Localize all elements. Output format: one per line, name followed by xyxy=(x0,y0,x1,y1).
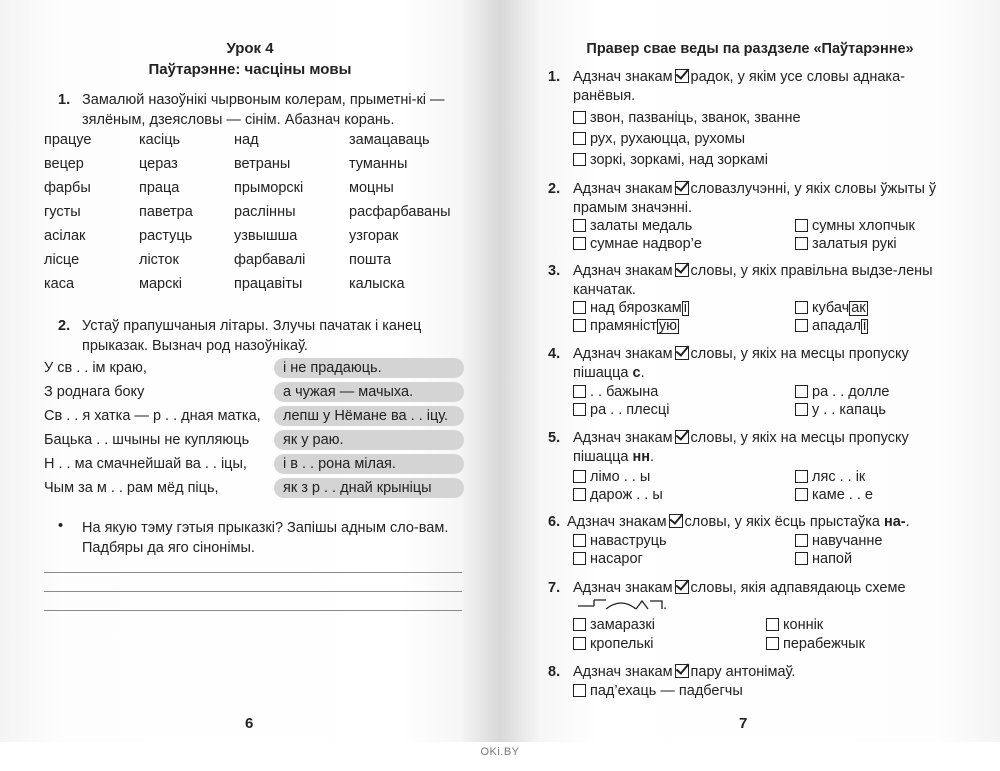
option[interactable] xyxy=(795,486,873,504)
word: ветраны xyxy=(234,156,291,172)
question-number: 5. xyxy=(548,430,561,446)
checkbox-icon[interactable] xyxy=(766,637,779,650)
word: калыска xyxy=(349,276,405,292)
checkbox-icon[interactable] xyxy=(795,552,808,565)
question-prefix: Адзнач знакам xyxy=(573,263,673,279)
word: узвышша xyxy=(234,228,298,244)
site-watermark: OKi.BY xyxy=(480,746,520,758)
option-label: напой xyxy=(812,551,853,567)
checkbox-icon[interactable] xyxy=(573,153,586,166)
checkbox-icon[interactable] xyxy=(795,488,808,501)
target-prefix: на- xyxy=(883,514,906,530)
answer-line[interactable] xyxy=(44,591,462,592)
proverb-row xyxy=(44,478,464,500)
question-text xyxy=(567,513,945,532)
option[interactable] xyxy=(573,532,667,550)
proverb-start: З роднага боку xyxy=(44,384,145,400)
option-label: лімо . . ы xyxy=(590,469,651,485)
option-label: звон, пазваніць, званок, званне xyxy=(590,110,801,126)
question-text xyxy=(573,429,951,467)
option[interactable] xyxy=(573,486,663,504)
question-text xyxy=(573,180,951,218)
checkmark-icon xyxy=(675,430,689,444)
section-heading: Правер свае веды па раздзеле «Паўтарэнне» xyxy=(586,41,914,57)
proverb-end: а чужая — мачыха. xyxy=(274,382,464,402)
option-label: зоркі, зоркамі, над зоркамі xyxy=(590,152,768,168)
option[interactable] xyxy=(795,317,868,335)
word: прыморскі xyxy=(234,180,304,196)
word: фарбавалі xyxy=(234,252,306,268)
word: туманны xyxy=(349,156,408,172)
checkbox-icon[interactable] xyxy=(795,237,808,250)
question-number: 7. xyxy=(548,580,561,596)
word: моцны xyxy=(349,180,394,196)
option[interactable] xyxy=(795,550,852,568)
option-label: перабежчык xyxy=(783,636,865,652)
question-tail: . xyxy=(663,597,668,613)
checkbox-icon[interactable] xyxy=(795,319,808,332)
option[interactable] xyxy=(573,235,702,253)
option[interactable] xyxy=(573,616,655,634)
option-label: навучанне xyxy=(812,533,883,549)
checkbox-icon[interactable] xyxy=(573,534,586,547)
checkbox-icon[interactable] xyxy=(795,219,808,232)
word: раслінны xyxy=(234,204,296,220)
proverb-end: як у раю. xyxy=(274,430,464,450)
option[interactable] xyxy=(573,635,654,653)
proverb-start: Чым за м . . рам мёд піць, xyxy=(44,480,219,496)
option-label: . . бажына xyxy=(590,384,659,400)
option[interactable] xyxy=(766,616,823,634)
question-prefix: Адзнач знакам xyxy=(567,514,667,530)
question-text xyxy=(573,68,951,106)
checkbox-icon[interactable] xyxy=(795,403,808,416)
checkbox-icon[interactable] xyxy=(795,301,808,314)
word: цераз xyxy=(139,156,178,172)
option-label: сумны хлопчык xyxy=(812,218,915,234)
word: асілак xyxy=(44,228,86,244)
option[interactable] xyxy=(573,550,643,568)
option[interactable] xyxy=(795,468,865,486)
lesson-title: Паўтарэнне: часціны мовы xyxy=(148,61,352,78)
word: працуе xyxy=(44,132,92,148)
option-label: рух, рухаюцца, рухомы xyxy=(590,131,746,147)
word-ending: і xyxy=(862,318,867,334)
bullet-icon: • xyxy=(58,518,64,534)
checkbox-icon[interactable] xyxy=(573,552,586,565)
left-page xyxy=(0,0,500,742)
option-label: над бярозкам xyxy=(590,300,682,316)
proverb-row xyxy=(44,358,464,380)
question-prefix: Адзнач знакам xyxy=(573,580,673,596)
option-label: замаразкі xyxy=(590,617,655,633)
option-label: сумнае надвор’е xyxy=(590,236,702,252)
option[interactable] xyxy=(573,130,745,148)
question-prefix: Адзнач знакам xyxy=(573,430,673,446)
checkmark-icon xyxy=(675,69,689,83)
option-label: насарог xyxy=(590,551,643,567)
option[interactable] xyxy=(573,682,743,700)
question-number: 2. xyxy=(548,181,561,197)
page-number-right: 7 xyxy=(739,715,748,732)
checkmark-icon xyxy=(675,346,689,360)
checkbox-icon[interactable] xyxy=(795,470,808,483)
page-number-left: 6 xyxy=(245,715,254,732)
word: каса xyxy=(44,276,75,292)
proverb-start: Св . . я хатка — р . . дная матка, xyxy=(44,408,261,424)
proverb-row xyxy=(44,430,464,452)
question-body: пару антонімаў. xyxy=(690,664,796,680)
checkbox-icon[interactable] xyxy=(573,219,586,232)
option[interactable] xyxy=(573,317,679,335)
task-number: 1. xyxy=(58,92,71,108)
question-body: радок, у якім усе словы аднака-ранёвыя. xyxy=(573,69,905,104)
question-body: словы, у якіх правільна выдзе-лены канчатак. xyxy=(573,263,933,298)
question-body: словазлучэнні, у якіх словы ўжыты ў прамым значэнні. xyxy=(573,181,937,216)
option-label: у . . капаць xyxy=(812,402,886,418)
option-label: залаты медаль xyxy=(590,218,693,234)
answer-line[interactable] xyxy=(44,610,462,611)
checkbox-icon[interactable] xyxy=(573,132,586,145)
option-label: коннік xyxy=(783,617,824,633)
word-ending: ую xyxy=(658,318,678,334)
word: паветра xyxy=(139,204,193,220)
word: пошта xyxy=(349,252,392,268)
word: густы xyxy=(44,204,81,220)
checkbox-icon[interactable] xyxy=(795,534,808,547)
option-label: прамяніст xyxy=(590,318,657,334)
question-tail: . xyxy=(640,365,645,381)
proverb-end: і в . . рона мілая. xyxy=(274,454,464,474)
checkbox-icon[interactable] xyxy=(573,637,586,650)
word-scheme-icon xyxy=(576,597,666,613)
lesson-number: Урок 4 xyxy=(226,40,274,57)
option[interactable] xyxy=(795,532,882,550)
option-label: наваструць xyxy=(590,533,667,549)
question-body: словы, якія адпавядаюць схеме xyxy=(690,580,906,596)
word: растуць xyxy=(139,228,193,244)
checkmark-icon xyxy=(675,580,689,594)
question-tail: . xyxy=(650,449,655,465)
checkbox-icon[interactable] xyxy=(766,618,779,631)
word: фарбы xyxy=(44,180,91,196)
question-number: 3. xyxy=(548,263,561,279)
question-number: 8. xyxy=(548,664,561,680)
task-text: Замалюй назоўнікі чырвоным колерам, прыметні-кі — зялёным, дзеясловы — сінім. Абазнач корань. xyxy=(82,92,445,128)
proverb-row xyxy=(44,406,464,428)
question-tail: . xyxy=(905,514,910,530)
proverb-row xyxy=(44,382,464,404)
option[interactable] xyxy=(795,383,889,401)
word: вецер xyxy=(44,156,84,172)
option-label: ападал xyxy=(812,318,861,334)
checkbox-icon[interactable] xyxy=(573,237,586,250)
question-number: 4. xyxy=(548,346,561,362)
option[interactable] xyxy=(573,217,692,235)
option-label: дарож . . ы xyxy=(590,487,663,503)
question-body: словы, у якіх на месцы пропуску пішацца xyxy=(573,430,909,465)
bullet-question: На якую тэму гэтыя прыказкі? Запішы адным сло-вам. Падбяры да яго сінонімы. xyxy=(82,520,449,556)
task-text: Устаў прапушчаныя літары. Злучы пачатак і канец прыказак. Вызнач род назоўнікаў. xyxy=(82,318,422,354)
checkmark-icon xyxy=(669,514,683,528)
option-label: пад’ехаць — падбегчы xyxy=(590,683,743,699)
option-label: ра . . плесці xyxy=(590,402,670,418)
question-text xyxy=(573,579,951,598)
checkbox-icon[interactable] xyxy=(573,403,586,416)
checkbox-icon[interactable] xyxy=(573,618,586,631)
checkmark-icon xyxy=(675,263,689,277)
question-number: 1. xyxy=(548,69,561,85)
word: над xyxy=(234,132,259,148)
word-ending: і xyxy=(683,300,687,316)
option-label: залатыя рукі xyxy=(812,236,897,252)
option-label: каме . . е xyxy=(812,487,873,503)
option[interactable] xyxy=(573,109,801,127)
option[interactable] xyxy=(573,151,768,169)
proverb-end: і не прадаюць. xyxy=(274,358,464,378)
question-body: словы, у якіх на месцы пропуску пішацца xyxy=(573,346,909,381)
option-label: кропелькі xyxy=(590,636,654,652)
option[interactable] xyxy=(795,235,897,253)
word: праца xyxy=(139,180,180,196)
word: узгорак xyxy=(349,228,399,244)
question-prefix: Адзнач знакам xyxy=(573,664,673,680)
checkbox-icon[interactable] xyxy=(573,385,586,398)
option-label: ра . . долле xyxy=(812,384,890,400)
option[interactable] xyxy=(573,299,689,317)
option[interactable] xyxy=(573,383,658,401)
target-letter: нн xyxy=(632,449,651,465)
option[interactable] xyxy=(766,635,865,653)
checkbox-icon[interactable] xyxy=(573,301,586,314)
checkbox-icon[interactable] xyxy=(573,488,586,501)
option[interactable] xyxy=(573,401,669,419)
option[interactable] xyxy=(795,299,868,317)
checkbox-icon[interactable] xyxy=(573,684,586,697)
question-text xyxy=(573,262,951,300)
proverb-end: як з р . . днай крыніцы xyxy=(274,478,464,498)
word-ending: ак xyxy=(851,300,866,316)
question-number: 6. xyxy=(548,514,561,530)
checkbox-icon[interactable] xyxy=(573,319,586,332)
checkmark-icon xyxy=(675,664,689,678)
question-body: словы, у якіх ёсць прыстаўка xyxy=(684,514,880,530)
word: лісце xyxy=(44,252,80,268)
checkbox-icon[interactable] xyxy=(573,111,586,124)
question-prefix: Адзнач знакам xyxy=(573,69,673,85)
proverb-start: Бацька . . шчыны не купляюць xyxy=(44,432,250,448)
task-number: 2. xyxy=(58,318,71,334)
proverb-row xyxy=(44,454,464,476)
question-prefix: Адзнач знакам xyxy=(573,181,673,197)
checkmark-icon xyxy=(675,181,689,195)
option-label: кубач xyxy=(812,300,850,316)
proverb-end: лепш у Нёмане ва . . іцу. xyxy=(274,406,464,426)
question-prefix: Адзнач знакам xyxy=(573,346,673,362)
word: лісток xyxy=(139,252,179,268)
question-text xyxy=(573,345,951,383)
proverb-start: Н . . ма смачнейшай ва . . іцы, xyxy=(44,456,247,472)
option-label: ляс . . ік xyxy=(812,469,866,485)
word: марскі xyxy=(139,276,182,292)
word: замацаваць xyxy=(349,132,430,148)
word: касіць xyxy=(139,132,181,148)
checkbox-icon[interactable] xyxy=(573,470,586,483)
option[interactable] xyxy=(795,217,915,235)
question-text xyxy=(573,663,951,682)
proverb-start: У св . . ім краю, xyxy=(44,360,147,376)
option[interactable] xyxy=(573,468,650,486)
word: працавіты xyxy=(234,276,303,292)
answer-line[interactable] xyxy=(44,572,462,573)
checkbox-icon[interactable] xyxy=(795,385,808,398)
target-letter: с xyxy=(632,365,641,381)
option[interactable] xyxy=(795,401,886,419)
word: расфарбаваны xyxy=(349,204,451,220)
